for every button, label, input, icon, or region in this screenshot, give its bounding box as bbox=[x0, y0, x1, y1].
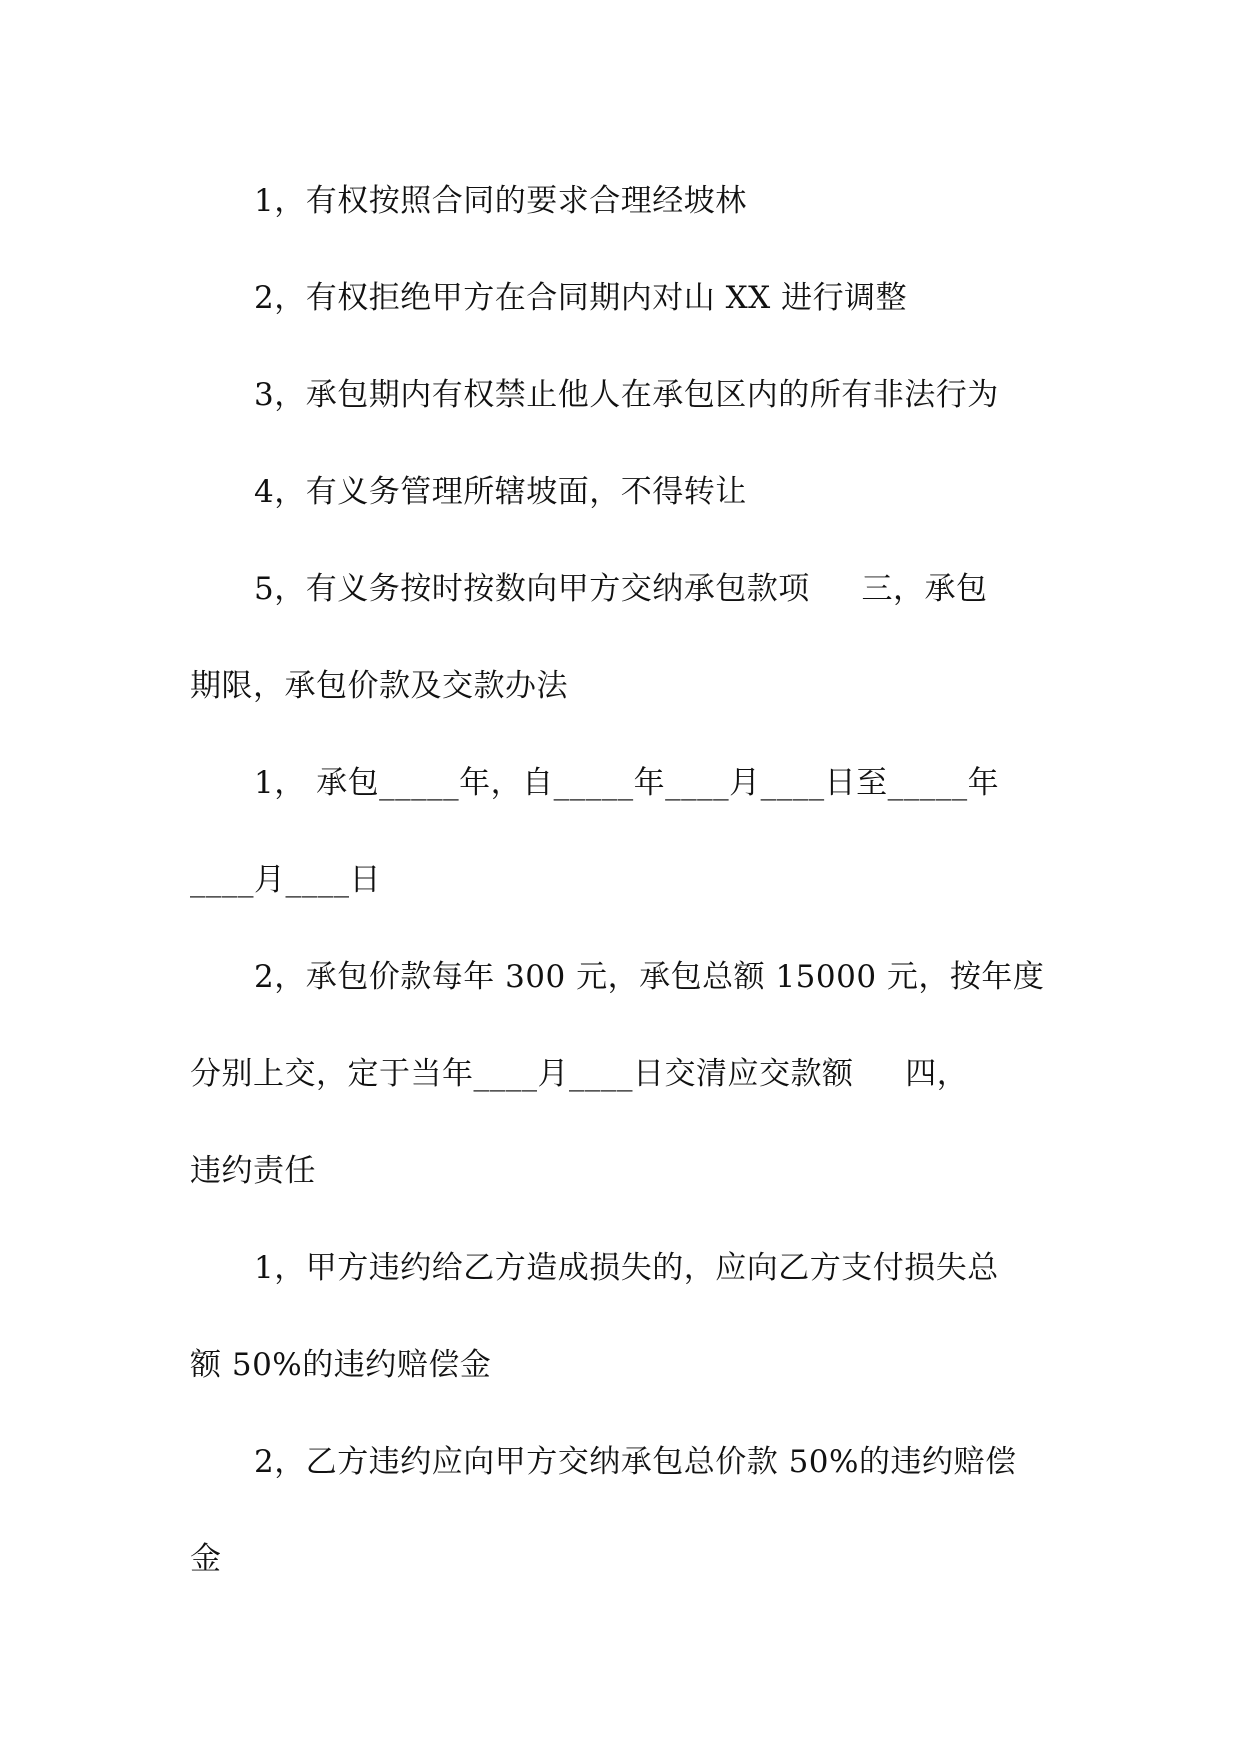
text-line: 4，有义务管理所辖坡面，不得转让 bbox=[254, 474, 747, 510]
text-line: 1，甲方违约给乙方造成损失的，应向乙方支付损失总 bbox=[254, 1250, 999, 1286]
text-line: 额 50%的违约赔偿金 bbox=[190, 1347, 492, 1383]
text-line: 违约责任 bbox=[190, 1153, 316, 1189]
text-line: 期限，承包价款及交款办法 bbox=[190, 668, 568, 704]
text-line: 3，承包期内有权禁止他人在承包区内的所有非法行为 bbox=[254, 377, 999, 413]
text-line: 分别上交，定于当年____月____日交清应交款额 四， bbox=[190, 1056, 969, 1092]
text-line: 2，乙方违约应向甲方交纳承包总价款 50%的违约赔偿 bbox=[254, 1444, 1017, 1480]
text-line: 5，有义务按时按数向甲方交纳承包款项 三，承包 bbox=[254, 571, 988, 607]
text-line: ____月____日 bbox=[190, 862, 381, 898]
text-line: 1，有权按照合同的要求合理经坡林 bbox=[254, 183, 747, 219]
text-line: 1， 承包_____年，自_____年____月____日至_____年 bbox=[254, 765, 1000, 801]
text-line: 金 bbox=[190, 1541, 222, 1577]
text-line: 2，有权拒绝甲方在合同期内对山 XX 进行调整 bbox=[254, 280, 908, 316]
text-line: 2，承包价款每年 300 元，承包总额 15000 元，按年度 bbox=[254, 959, 1045, 995]
